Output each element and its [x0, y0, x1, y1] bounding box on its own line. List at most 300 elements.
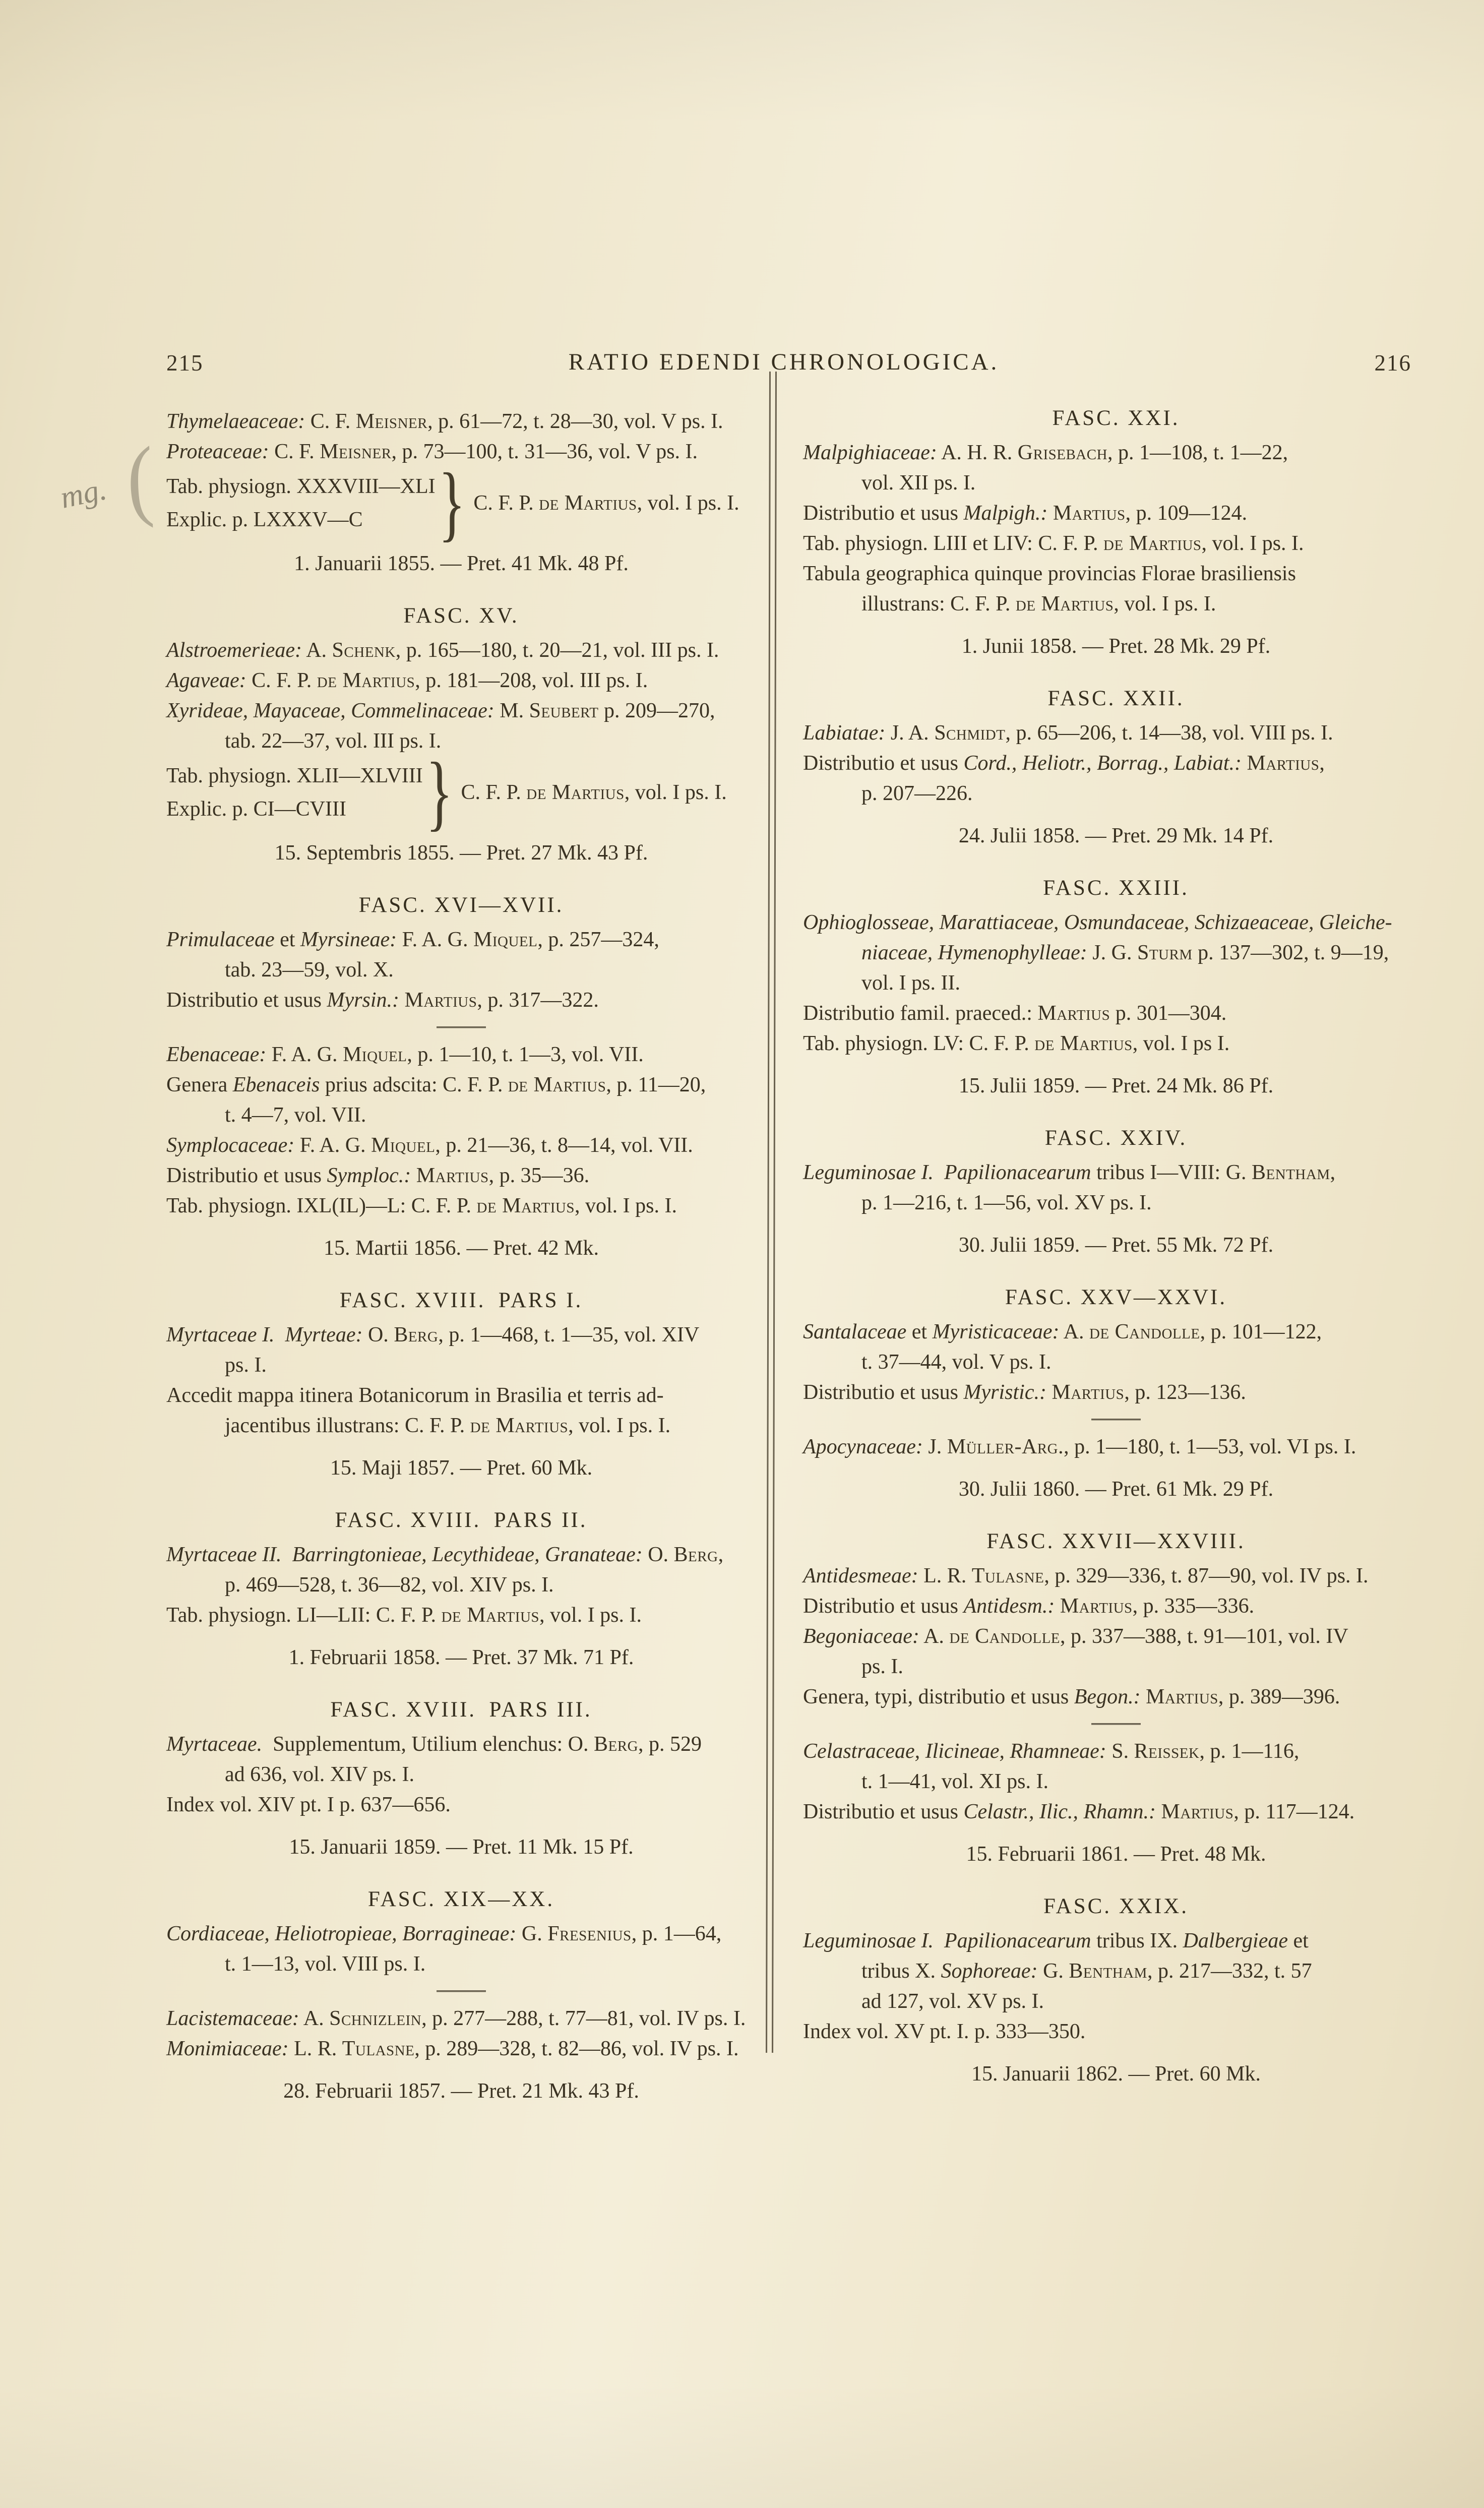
entry-line — [803, 1561, 1429, 1591]
entry-line — [803, 907, 1429, 938]
entry-text: Distributio et usus — [166, 989, 327, 1012]
entry-line — [803, 1028, 1429, 1059]
entry-text: et — [1287, 1929, 1309, 1952]
publication-date-line: 30. Julii 1859. — Pret. 55 Mk. 72 Pf. — [958, 1234, 1274, 1257]
entry-text: , vol. I ps I. — [1132, 1032, 1230, 1055]
entry-text: , p. 1—116, — [1199, 1740, 1300, 1763]
separator-rule-line — [1091, 1723, 1141, 1725]
taxon-name-italic: Ophioglosseae, Marattiaceae, Osmundaceae, Schizaeaceae, Gleiche- — [803, 911, 1392, 934]
entry-line — [803, 1591, 1429, 1621]
entry-text: , p. 123—136. — [1124, 1381, 1246, 1404]
entry-text: , p. 329—336, t. 87—90, vol. IV ps. I. — [1044, 1564, 1369, 1587]
catalog-entry — [803, 1157, 1429, 1218]
entry-line — [803, 1432, 1429, 1462]
taxon-name-italic: Ebenaceae: — [166, 1043, 267, 1066]
catalog-entry — [166, 2003, 756, 2034]
entry-text: , vol. I ps. I. — [568, 1414, 671, 1437]
entry-text: , p. 117—124. — [1233, 1800, 1355, 1823]
catalog-entry — [166, 1130, 756, 1160]
taxon-name-italic: Labiatae: — [803, 721, 886, 745]
entry-line — [803, 1188, 1429, 1218]
author-name-smallcaps: Tulasne — [971, 1564, 1044, 1587]
entry-text: , p. 1—468, t. 1—35, vol. XIV — [438, 1323, 700, 1347]
entry-text: , p. 317—322. — [477, 989, 599, 1012]
entry-text: Distributio et usus — [166, 1164, 327, 1187]
entry-text: , p. 257—324, — [537, 928, 659, 951]
entry-line — [166, 1411, 756, 1441]
entry-line — [803, 1347, 1429, 1377]
entry-text: , p. 277—288, t. 77—81, vol. IV ps. I. — [421, 2007, 746, 2030]
entry-text: Tab. physiogn. IXL(IL)—L: C. F. P. — [166, 1194, 477, 1217]
entry-text: M. — [494, 699, 529, 722]
author-name-smallcaps: de Martius — [1015, 592, 1114, 616]
author-name-smallcaps: Schnizlein — [329, 2007, 422, 2030]
entry-text: , vol. I ps. I. — [575, 1194, 677, 1217]
entry-line — [166, 985, 756, 1015]
catalog-entry — [803, 1797, 1429, 1827]
author-name-smallcaps: Berg — [673, 1543, 718, 1566]
catalog-entry — [166, 665, 756, 696]
entry-text: , p. 335—336. — [1132, 1595, 1255, 1618]
catalog-entry — [803, 438, 1429, 498]
catalog-entry — [166, 985, 756, 1015]
entry-text: F. A. G. — [397, 928, 474, 951]
entry-text: F. A. G. — [294, 1134, 372, 1157]
author-name-smallcaps: de Martius — [539, 492, 637, 515]
entry-text: , — [718, 1543, 724, 1566]
taxon-name-italic: Proteaceae: — [166, 440, 269, 463]
taxon-name-italic: Monimiaceae: — [166, 2037, 289, 2060]
catalog-entry — [166, 1191, 756, 1221]
entry-text: F. A. G. — [266, 1043, 343, 1066]
author-name-smallcaps: Martius — [1161, 1800, 1234, 1823]
brace-label — [473, 488, 739, 518]
author-name-smallcaps: Martius — [1052, 1381, 1125, 1404]
brace-rows — [166, 470, 436, 536]
catalog-entry — [803, 1736, 1429, 1797]
entry-line — [803, 559, 1429, 589]
entry-text: p. 1—216, t. 1—56, vol. XV ps. I. — [861, 1191, 1152, 1214]
author-name-smallcaps: Reissek — [1134, 1740, 1200, 1763]
taxon-name-italic: Dalbergieae — [1183, 1929, 1288, 1952]
entry-text: , vol. I ps. I. — [1201, 532, 1304, 555]
publication-date-line: 28. Februarii 1857. — Pret. 21 Mk. 43 Pf. — [283, 2079, 639, 2103]
catalog-entry — [803, 1926, 1429, 2016]
catalog-entry — [166, 1729, 756, 1790]
taxon-name-italic: Santalaceae — [803, 1320, 907, 1343]
entry-text: Distributio et usus — [803, 1800, 964, 1823]
taxon-name-italic: Apocynaceae: — [803, 1435, 923, 1458]
entry-text: Index vol. XIV pt. I p. 637—656. — [166, 1793, 451, 1816]
entry-line — [803, 778, 1429, 809]
entry-text: t. 37—44, vol. V ps. I. — [861, 1351, 1052, 1374]
entry-line — [166, 1540, 756, 1570]
entry-line — [166, 2034, 756, 2064]
entry-text: , — [1330, 1161, 1336, 1184]
catalog-entry — [803, 748, 1429, 809]
author-name-smallcaps: de Martius — [441, 1604, 540, 1627]
entry-text: Tab. physiogn. LIII et LIV: C. F. P. — [803, 532, 1104, 555]
catalog-entry — [803, 498, 1429, 528]
catalog-entry — [166, 406, 756, 437]
publication-date-line: 1. Februarii 1858. — Pret. 37 Mk. 71 Pf. — [288, 1646, 634, 1669]
entry-line — [166, 1380, 756, 1411]
entry-text: , p. 109—124. — [1125, 502, 1248, 525]
entry-text: t. 1—41, vol. XI ps. I. — [861, 1770, 1048, 1793]
entry-line: Tab. physiogn. XLII—XLVIII — [166, 764, 423, 787]
taxon-name-italic: Cordiaceae, Heliotropieae, Borragineae: — [166, 1922, 517, 1945]
catalog-entry — [803, 1621, 1429, 1682]
author-name-smallcaps: Martius — [1060, 1595, 1133, 1618]
taxon-name-italic: Alstroemerieae: — [166, 639, 302, 662]
separator-rule — [166, 1979, 756, 2003]
catalog-entry — [166, 1790, 756, 1820]
publication-date-line: 30. Julii 1860. — Pret. 61 Mk. 29 Pf. — [958, 1478, 1274, 1501]
entry-text: , vol. I ps. I. — [1114, 592, 1216, 616]
entry-text: , p. 1—108, t. 1—22, — [1107, 441, 1288, 464]
entry-line — [803, 1986, 1429, 2016]
catalog-entry — [166, 696, 756, 756]
publication-date-line: 15. Januarii 1859. — Pret. 11 Mk. 15 Pf. — [289, 1836, 634, 1859]
fascicle-heading: FASC. XXIV. — [1044, 1126, 1188, 1150]
catalog-entry — [803, 718, 1429, 748]
entry-line — [803, 589, 1429, 619]
author-name-smallcaps: de Candolle — [949, 1625, 1060, 1648]
author-name-smallcaps: Schmidt — [934, 721, 1006, 745]
author-name-smallcaps: Bentham — [1069, 1960, 1147, 1983]
entry-line — [166, 1160, 756, 1191]
entry-line — [166, 1070, 756, 1100]
catalog-entry — [803, 2016, 1429, 2047]
taxon-name-italic: Myrsin.: — [327, 989, 399, 1012]
publication-date-line: 24. Julii 1858. — Pret. 29 Mk. 14 Pf. — [958, 824, 1274, 847]
entry-text: , p. 35—36. — [488, 1164, 590, 1187]
entry-text: Distributio famil. praeced.: — [803, 1002, 1038, 1025]
entry-text: J. G. — [1087, 941, 1137, 964]
entry-text: , vol. I ps. I. — [624, 781, 727, 804]
catalog-entry — [803, 1377, 1429, 1408]
author-name-smallcaps: de Martius — [476, 1194, 575, 1217]
catalog-entry — [166, 2034, 756, 2064]
entry-text: illustrans: C. F. P. — [861, 592, 1016, 616]
entry-text: , p. 73—100, t. 31—36, vol. V ps. I. — [391, 440, 698, 463]
fascicle-heading: FASC. XV. — [403, 604, 519, 628]
entry-line — [803, 1956, 1429, 1986]
entry-text: S. — [1106, 1740, 1134, 1763]
taxon-name-italic: Begon.: — [1074, 1685, 1141, 1708]
fascicle-heading: FASC. XVIII. PARS I. — [339, 1289, 583, 1312]
author-name-smallcaps: de Martius — [1034, 1032, 1133, 1055]
author-name-smallcaps: Martius — [416, 1164, 489, 1187]
page-number-right: 216 — [1374, 350, 1411, 376]
fascicle-heading: FASC. XVIII. PARS III. — [330, 1698, 592, 1722]
author-name-smallcaps: de Martius — [470, 1414, 569, 1437]
entry-text — [1141, 1685, 1146, 1708]
entry-text: C. F. P. — [461, 781, 527, 804]
entry-text: A. — [919, 1625, 950, 1648]
author-name-smallcaps: Berg — [394, 1323, 439, 1347]
entry-text: J. — [922, 1435, 947, 1458]
entry-text: tribus X. — [861, 1960, 941, 1983]
entry-text: , p. 1—10, t. 1—3, vol. VII. — [407, 1043, 644, 1066]
entry-text: , p. 21—36, t. 8—14, vol. VII. — [435, 1134, 693, 1157]
author-name-smallcaps: de Martius — [508, 1073, 606, 1096]
entry-text: Accedit mappa itinera Botanicorum in Brasilia et terris ad- — [166, 1384, 664, 1407]
taxon-name-italic: Celastraceae, Ilicineae, Rhamneae: — [803, 1740, 1106, 1763]
fascicle-heading: FASC. XXIII. — [1043, 876, 1189, 900]
catalog-entry — [803, 998, 1429, 1028]
brace-label — [461, 777, 727, 808]
entry-line — [166, 406, 756, 437]
catalog-entry — [166, 1540, 756, 1600]
entry-line — [166, 1320, 756, 1350]
author-name-smallcaps: Sturm — [1137, 941, 1193, 964]
entry-line — [803, 1157, 1429, 1188]
entry-text: , p. 529 — [638, 1733, 702, 1756]
entry-text: Genera — [166, 1073, 233, 1096]
entry-line — [166, 1729, 756, 1759]
entry-line — [803, 1682, 1429, 1712]
entry-line — [803, 498, 1429, 528]
entry-line — [803, 468, 1429, 498]
entry-text: Distributio et usus — [803, 1381, 964, 1404]
taxon-name-italic: Myrtaceae II. Barringtonieae, Lecythideae, Granateae: — [166, 1543, 643, 1566]
taxon-name-italic: Myrsineae: — [300, 928, 397, 951]
entry-line — [166, 1350, 756, 1380]
author-name-smallcaps: Seubert — [529, 699, 599, 722]
catalog-entry — [803, 907, 1429, 998]
entry-text: tribus I—VIII: G. — [1091, 1161, 1252, 1184]
entry-text: Supplementum, Utilium elenchus: O. — [262, 1733, 594, 1756]
entry-line — [166, 1039, 756, 1070]
entry-line — [803, 528, 1429, 559]
separator-rule-line — [437, 1026, 486, 1028]
author-name-smallcaps: de Martius — [317, 669, 415, 692]
author-name-smallcaps: Miquel — [343, 1043, 407, 1066]
author-name-smallcaps: de Candolle — [1089, 1320, 1200, 1343]
entry-text: A. — [299, 2007, 330, 2030]
catalog-entry — [166, 1039, 756, 1070]
entry-text: , p. 217—332, t. 57 — [1147, 1960, 1312, 1983]
entry-line — [166, 726, 756, 756]
entry-line — [803, 438, 1429, 468]
entry-text: vol. XII ps. I. — [861, 471, 976, 495]
author-name-smallcaps: Martius — [404, 989, 477, 1012]
entry-line — [803, 998, 1429, 1028]
entry-line: Explic. p. LXXXV—C — [166, 508, 363, 531]
running-title: RATIO EDENDI CHRONOLOGICA. — [568, 349, 1000, 375]
entry-line — [803, 1317, 1429, 1347]
entry-line — [803, 1766, 1429, 1797]
taxon-name-italic: Antidesmeae: — [803, 1564, 918, 1587]
publication-date-line: 1. Januarii 1855. — Pret. 41 Mk. 48 Pf. — [294, 552, 629, 575]
entry-text: p. 301—304. — [1110, 1002, 1227, 1025]
entry-text: , vol. I ps. I. — [637, 492, 739, 515]
entry-text — [399, 989, 405, 1012]
brace-group — [166, 456, 756, 550]
entry-text: Index vol. XV pt. I. p. 333—350. — [803, 2020, 1086, 2043]
separator-rule-line — [1091, 1419, 1141, 1421]
entry-text: O. — [362, 1323, 394, 1347]
entry-line — [803, 968, 1429, 998]
taxon-name-italic: Symploc.: — [327, 1164, 411, 1187]
entry-line — [803, 718, 1429, 748]
brace-rows — [166, 759, 423, 826]
entry-line — [803, 1736, 1429, 1766]
entry-line — [803, 1621, 1429, 1651]
entry-text: A. — [1059, 1320, 1089, 1343]
entry-text: C. F. P. — [246, 669, 317, 692]
taxon-name-italic: Sophoreae: — [941, 1960, 1038, 1983]
entry-text — [411, 1164, 416, 1187]
catalog-entry — [803, 1561, 1429, 1591]
fascicle-heading: FASC. XXIX. — [1043, 1894, 1189, 1918]
entry-text: A. — [302, 639, 332, 662]
fascicle-heading: FASC. XXII. — [1047, 687, 1185, 710]
entry-text: Genera, typi, distributio et usus — [803, 1685, 1074, 1708]
taxon-name-italic: Myrtaceae I. Myrteae: — [166, 1323, 363, 1347]
catalog-entry — [166, 925, 756, 985]
entry-text: tab. 23—59, vol. X. — [225, 958, 394, 982]
entry-text: , p. 1—64, — [631, 1922, 722, 1945]
taxon-name-italic: Thymelaeaceae: — [166, 410, 305, 433]
entry-text: vol. I ps. II. — [861, 971, 960, 995]
entry-text: t. 1—13, vol. VIII ps. I. — [225, 1952, 426, 1976]
fascicle-heading: FASC. XXV—XXVI. — [1005, 1286, 1227, 1309]
column-divider — [766, 372, 777, 2053]
entry-line — [166, 1790, 756, 1820]
taxon-name-italic: Lacistemaceae: — [166, 2007, 299, 2030]
entry-text: tab. 22—37, vol. III ps. I. — [225, 729, 442, 753]
author-name-smallcaps: Martius — [1247, 752, 1320, 775]
separator-rule-line — [437, 1990, 486, 1992]
taxon-name-italic: Myrtaceae. — [166, 1733, 263, 1756]
entry-text: Tab. physiogn. LI—LII: C. F. P. — [166, 1604, 442, 1627]
entry-line — [166, 1100, 756, 1130]
author-name-smallcaps: Martius — [1053, 502, 1126, 525]
author-name-smallcaps: Miquel — [473, 928, 538, 951]
entry-text: , p. 337—388, t. 91—101, vol. IV — [1060, 1625, 1348, 1648]
catalog-entry — [166, 1070, 756, 1130]
brace-icon: } — [425, 746, 453, 839]
catalog-entry — [166, 1600, 756, 1630]
catalog-entry — [803, 1591, 1429, 1621]
taxon-name-italic: Agaveae: — [166, 669, 246, 692]
entry-text — [1156, 1800, 1161, 1823]
taxon-name-italic: Myristicaceae: — [932, 1320, 1060, 1343]
entry-text: , vol. I ps. I. — [539, 1604, 642, 1627]
taxon-name-italic: Leguminosae I. Papilionacearum — [803, 1161, 1091, 1184]
entry-text: ad 127, vol. XV ps. I. — [861, 1990, 1044, 2013]
fascicle-heading: FASC. XIX—XX. — [367, 1887, 555, 1911]
entry-line — [803, 1651, 1429, 1682]
entry-text: , p. 11—20, — [606, 1073, 706, 1096]
taxon-name-italic: Ebenaceis — [232, 1073, 320, 1096]
taxon-name-italic: Antidesm.: — [963, 1595, 1055, 1618]
entry-line — [166, 1570, 756, 1600]
publication-date-line: 15. Maji 1857. — Pret. 60 Mk. — [330, 1456, 593, 1480]
entry-line — [166, 1130, 756, 1160]
separator-rule — [803, 1712, 1429, 1736]
catalog-entry — [803, 1682, 1429, 1712]
taxon-name-italic: Xyrideae, Mayaceae, Commelinaceae: — [166, 699, 494, 722]
catalog-entry — [803, 1028, 1429, 1059]
catalog-entry — [166, 635, 756, 665]
taxon-name-italic: Cord., Heliotr., Borrag., Labiat.: — [963, 752, 1242, 775]
entry-text: G. — [516, 1922, 548, 1945]
entry-text: , p. 389—396. — [1218, 1685, 1340, 1708]
entry-line — [166, 665, 756, 696]
entry-text — [1046, 1381, 1052, 1404]
entry-line — [166, 1600, 756, 1630]
entry-text: C. F. — [269, 440, 320, 463]
publication-date-line: 15. Januarii 1862. — Pret. 60 Mk. — [971, 2062, 1261, 2086]
pencil-paren-mark: ( — [125, 427, 156, 530]
author-name-smallcaps: de Martius — [1103, 532, 1202, 555]
taxon-name-italic: niaceae, Hymenophylleae: — [861, 941, 1087, 964]
entry-text: et — [906, 1320, 933, 1343]
entry-text: prius adscita: C. F. P. — [320, 1073, 508, 1096]
entry-text: G. — [1037, 1960, 1069, 1983]
entry-text: , p. 289—328, t. 82—86, vol. IV ps. I. — [414, 2037, 739, 2060]
entry-text: ps. I. — [861, 1655, 903, 1678]
entry-text: O. — [642, 1543, 674, 1566]
brace-group — [166, 746, 756, 839]
entry-line — [166, 1919, 756, 1949]
taxon-name-italic: Symplocaceae: — [166, 1134, 295, 1157]
entry-text: A. H. R. — [937, 441, 1018, 464]
entry-text: jacentibus illustrans: C. F. P. — [225, 1414, 470, 1437]
entry-line — [803, 2016, 1429, 2047]
entry-line — [166, 955, 756, 985]
publication-date-line: 15. Septembris 1855. — Pret. 27 Mk. 43 Pf. — [274, 841, 648, 865]
taxon-name-italic: Leguminosae I. Papilionacearum — [803, 1929, 1091, 1952]
entry-text: C. F. P. — [473, 492, 539, 515]
fascicle-heading: FASC. XVIII. PARS II. — [335, 1508, 588, 1532]
entry-text — [1047, 502, 1053, 525]
brace-icon: } — [438, 456, 466, 550]
author-name-smallcaps: Müller-Arg. — [947, 1435, 1064, 1458]
publication-date-line: 1. Junii 1858. — Pret. 28 Mk. 29 Pf. — [961, 635, 1271, 658]
entry-text: Distributio et usus — [803, 1595, 964, 1618]
entry-line — [166, 2003, 756, 2034]
catalog-entry — [803, 528, 1429, 559]
entry-text: tribus IX. — [1091, 1929, 1183, 1952]
entry-text: Distributio et usus — [803, 752, 964, 775]
entry-line: Explic. p. CI—CVIII — [166, 798, 346, 821]
author-name-smallcaps: Bentham — [1252, 1161, 1330, 1184]
entry-line — [166, 1191, 756, 1221]
entry-text: Tab. physiogn. LV: C. F. P. — [803, 1032, 1035, 1055]
entry-text: , p. 65—206, t. 14—38, vol. VIII ps. I. — [1005, 721, 1333, 745]
entry-text: L. R. — [288, 2037, 342, 2060]
entry-text: , p. 61—72, t. 28—30, vol. V ps. I. — [427, 410, 723, 433]
right-column — [803, 403, 1429, 2091]
entry-text: p. 209—270, — [598, 699, 715, 722]
entry-text: Tabula geographica quinque provincias Florae brasiliensis — [803, 562, 1296, 585]
entry-text: et — [274, 928, 300, 951]
entry-line — [803, 1926, 1429, 1956]
entry-text: , p. 1—180, t. 1—53, vol. VI ps. I. — [1064, 1435, 1356, 1458]
publication-date-line: 15. Julii 1859. — Pret. 24 Mk. 86 Pf. — [958, 1074, 1274, 1097]
entry-text — [1055, 1595, 1060, 1618]
page-number-left: 215 — [166, 350, 204, 376]
separator-rule — [166, 1015, 756, 1039]
author-name-smallcaps: Meisner — [355, 410, 428, 433]
taxon-name-italic: Primulaceae — [166, 928, 275, 951]
entry-text: C. F. — [305, 410, 356, 433]
taxon-name-italic: Myristic.: — [963, 1381, 1046, 1404]
